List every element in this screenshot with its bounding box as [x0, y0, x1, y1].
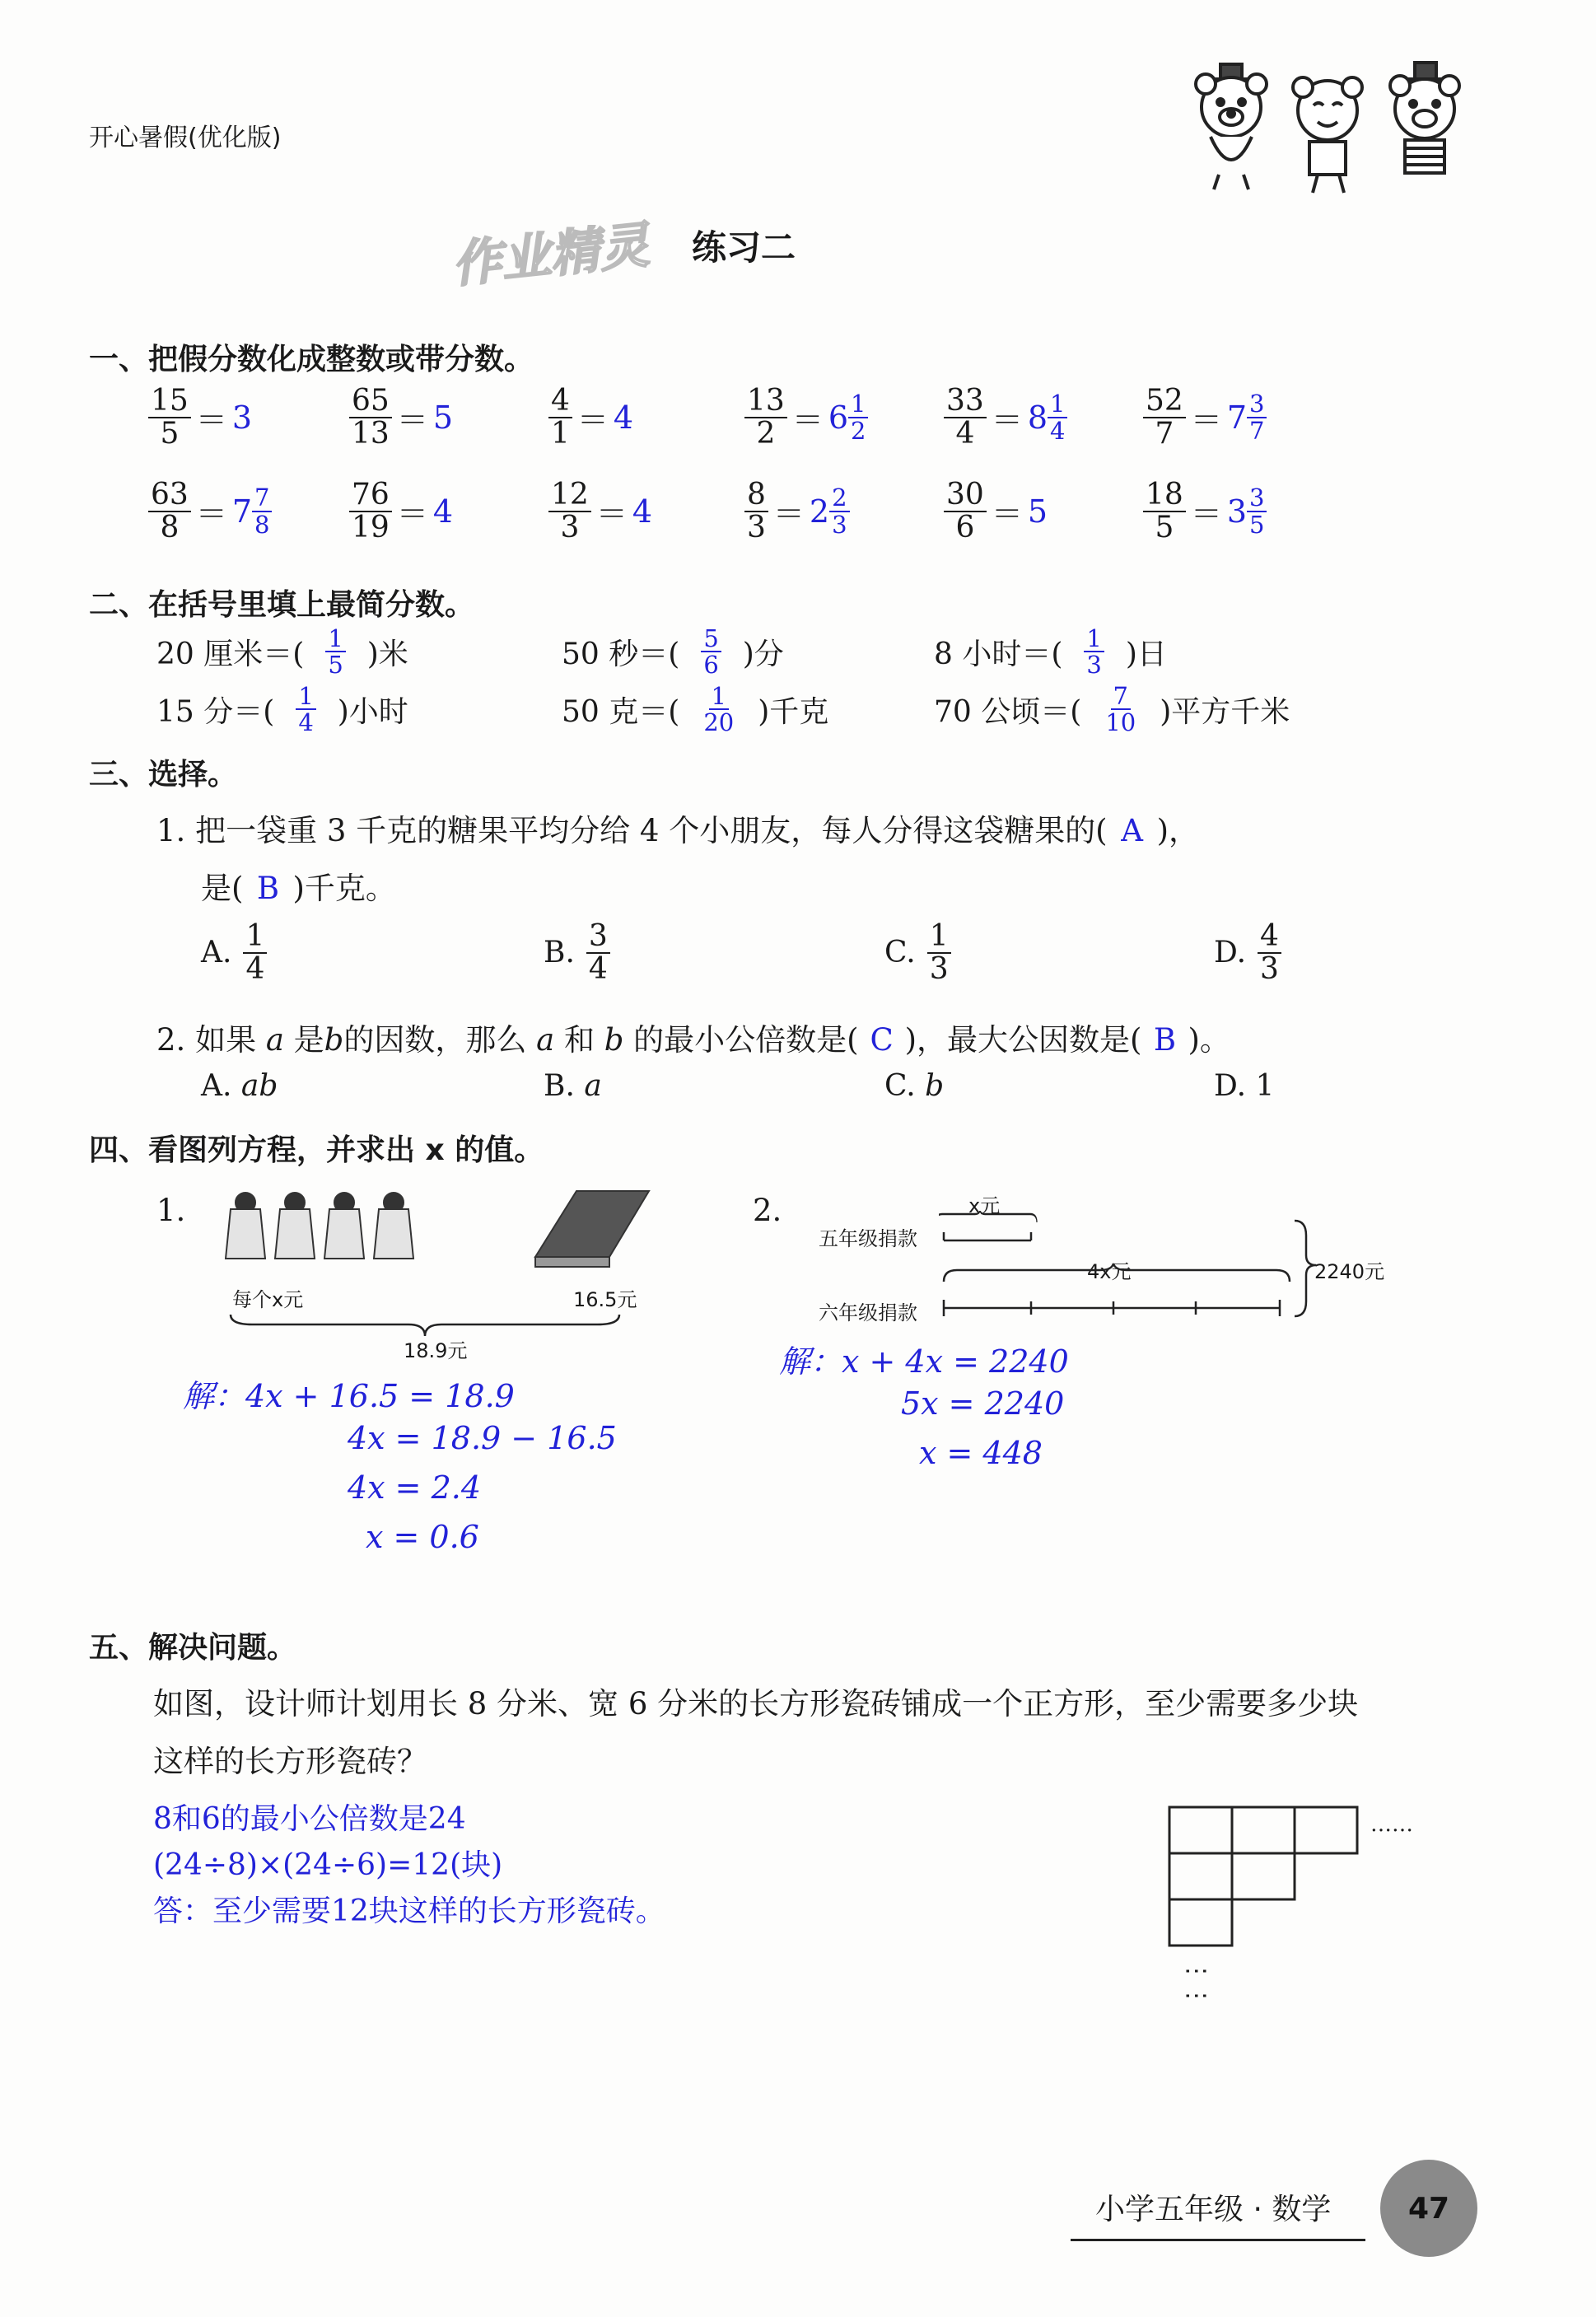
bear-mascots-illustration [1186, 59, 1474, 199]
improper-fraction-item [944, 385, 1067, 450]
equals-sign: ＝ [1190, 402, 1222, 439]
improper-fraction [148, 385, 191, 450]
equals-sign: ＝ [195, 496, 227, 533]
watermark: 作业精灵 [449, 216, 652, 295]
fraction-numerator: 4 [548, 385, 572, 418]
fraction-numerator: 1 [1048, 391, 1067, 418]
q2-option [201, 1069, 278, 1103]
improper-fraction [944, 479, 987, 544]
fraction-numerator: 52 [1143, 385, 1186, 418]
p2-brace-total [1295, 1221, 1316, 1316]
p1-solution-3: 4x = 2.4 [348, 1469, 482, 1506]
q2-var-b2: b [604, 1022, 624, 1058]
p2-solution-3: x = 448 [919, 1435, 1043, 1471]
fraction-denominator: 6 [955, 510, 975, 544]
page-title: 练习二 [692, 227, 796, 268]
fraction-numerator: 4 [1258, 921, 1281, 954]
bear-mascot-middle [1293, 77, 1362, 193]
fraction-numerator: 5 [701, 626, 721, 652]
fraction-numerator: 30 [944, 479, 987, 512]
option-label: A. [201, 1069, 241, 1103]
problem-line2: 这样的长方形瓷砖？ [153, 1744, 427, 1779]
improper-fraction-item [548, 479, 652, 544]
fraction-denominator: 3 [1086, 651, 1102, 680]
fraction-denominator: 2 [851, 416, 866, 445]
fraction-numerator: 1 [709, 684, 729, 710]
answer-integer: 4 [432, 493, 454, 530]
q1-text-b: )， [1156, 813, 1200, 848]
answer-mixed-number [1028, 391, 1068, 443]
improper-fraction-item [944, 479, 1048, 544]
answer-whole-part: 2 [809, 493, 830, 530]
option-label: A. [201, 936, 232, 970]
answer-fraction [1103, 684, 1138, 736]
answer-line3: 答：至少需要12块这样的长方形瓷砖。 [153, 1894, 665, 1928]
conversion-prefix: 50 秒＝( [562, 637, 680, 671]
improper-fraction-item [548, 385, 633, 450]
tile-dots-vertical [1182, 1959, 1211, 2008]
q2-var-a2: a [536, 1022, 555, 1058]
fraction-numerator: 8 [744, 479, 768, 512]
answer-integer: 4 [613, 399, 634, 436]
unit-conversion-item [562, 684, 828, 736]
fraction-denominator: 4 [588, 951, 608, 986]
fraction-numerator: 2 [829, 485, 849, 512]
q2-answer-1: C [870, 1022, 894, 1058]
fraction-numerator: 1 [1084, 626, 1104, 652]
answer-fraction [1084, 626, 1104, 678]
fraction-denominator: 6 [703, 651, 719, 680]
option-fraction [243, 921, 267, 985]
unit-conversion-item [562, 626, 784, 678]
option-fraction [586, 921, 610, 985]
fraction-numerator: 1 [848, 391, 868, 418]
q1-line1 [156, 806, 1199, 850]
fraction-denominator: 3 [832, 510, 847, 539]
fraction-numerator: 76 [349, 479, 392, 512]
fraction-numerator: 7 [252, 485, 272, 512]
section2-title: 二、在括号里填上最简分数。 [89, 588, 475, 622]
fraction-denominator: 13 [352, 416, 390, 451]
answer-whole-part: 6 [828, 399, 849, 436]
improper-fraction [148, 479, 191, 544]
answer-whole-part: 8 [1027, 399, 1048, 436]
q1-option [1214, 921, 1281, 985]
p1-label-book: 16.5元 [573, 1288, 637, 1311]
p1-solution-2: 4x = 18.9 − 16.5 [348, 1420, 617, 1456]
p1-label-total: 18.9元 [404, 1339, 468, 1362]
answer-fraction [296, 684, 315, 736]
option-value: 1 [1255, 1069, 1275, 1103]
equals-sign: ＝ [791, 402, 824, 439]
q2-option [1214, 1069, 1274, 1103]
fraction-denominator: 3 [560, 510, 580, 544]
tile-dots-vertical-1: ⋮ [1182, 1959, 1211, 1983]
conversion-suffix: )小时 [337, 694, 408, 729]
fraction-numerator: 1 [927, 921, 951, 954]
equals-sign: ＝ [772, 496, 805, 533]
p2-brace-x [939, 1211, 1037, 1222]
option-label: B. [544, 936, 575, 970]
p1-solution-1: 解：4x + 16.5 = 18.9 [183, 1378, 515, 1414]
q2-text-b: 是 [293, 1022, 324, 1058]
p2-number: 2. [753, 1193, 782, 1228]
answer-integer: 3 [231, 399, 253, 436]
fraction-denominator: 7 [1155, 416, 1174, 451]
p1-number: 1. [156, 1193, 186, 1228]
improper-fraction [349, 479, 392, 544]
improper-fraction-item [148, 479, 272, 544]
q1-text-c: 是( [201, 871, 244, 906]
page-number: 47 [1380, 2160, 1477, 2257]
equals-sign: ＝ [991, 496, 1023, 533]
fraction-numerator: 1 [243, 921, 267, 954]
section4-title: 四、看图列方程，并求出 x 的值。 [89, 1133, 544, 1167]
p1-solution-4: x = 0.6 [366, 1519, 479, 1555]
fraction-denominator: 7 [1249, 416, 1265, 445]
p2-bar-grade6 [944, 1300, 1280, 1316]
conversion-prefix: 20 厘米＝( [156, 637, 305, 671]
fraction-numerator: 65 [349, 385, 392, 418]
book-title: 开心暑假(优化版) [89, 124, 282, 152]
fraction-denominator: 8 [254, 510, 270, 539]
unit-conversion-item [934, 684, 1290, 736]
fraction-denominator: 3 [1260, 951, 1279, 986]
answer-integer: 4 [632, 493, 653, 530]
improper-fraction [1143, 385, 1186, 450]
p2-solution-2: 5x = 2240 [901, 1385, 1065, 1422]
fraction-numerator: 15 [148, 385, 191, 418]
option-value: ab [240, 1069, 278, 1103]
conversion-prefix: 70 公顷＝( [934, 694, 1082, 729]
p2-label-4x: 4x元 [1087, 1260, 1132, 1283]
option-fraction [1258, 921, 1281, 985]
answer-mixed-number [232, 485, 273, 537]
fraction-numerator: 13 [744, 385, 787, 418]
tile-dots-vertical-2: ⋮ [1182, 1983, 1211, 2008]
conversion-suffix: )千克 [758, 694, 829, 729]
q1-answer-2: B [256, 871, 280, 906]
footer-subject: 小学五年级 · 数学 [1095, 2193, 1332, 2226]
q2-var-a: a [265, 1022, 284, 1058]
fraction-denominator: 5 [1249, 510, 1265, 539]
q2-text-a: 2. 如果 [156, 1022, 257, 1058]
improper-fraction [1143, 479, 1186, 544]
fraction-numerator: 3 [586, 921, 610, 954]
shuttlecock-icon [275, 1193, 315, 1259]
q2-text-c: 的因数，那么 [343, 1022, 527, 1058]
fraction-numerator: 63 [148, 479, 191, 512]
equals-sign: ＝ [195, 402, 227, 439]
improper-fraction-item [349, 385, 453, 450]
conversion-prefix: 50 克＝( [562, 694, 680, 729]
answer-integer: 5 [432, 399, 454, 436]
answer-fraction-part [252, 485, 272, 537]
equals-sign: ＝ [396, 402, 428, 439]
fraction-denominator: 2 [756, 416, 776, 451]
equals-sign: ＝ [1190, 496, 1222, 533]
answer-fraction-part [848, 391, 868, 443]
footer-rule [1071, 2239, 1365, 2241]
answer-mixed-number [828, 391, 869, 443]
improper-fraction [548, 479, 591, 544]
shuttlecock-icon [374, 1193, 413, 1259]
answer-fraction [701, 626, 721, 678]
improper-fraction [744, 385, 787, 450]
fraction-numerator: 3 [1247, 485, 1267, 512]
option-label: D. [1214, 936, 1247, 970]
q2-option [544, 1069, 602, 1103]
tile-grid-diagram [1166, 1804, 1364, 1952]
q2-text-d: 和 [563, 1022, 595, 1058]
answer-integer: 5 [1027, 493, 1048, 530]
bear-mascot-right [1390, 63, 1459, 173]
improper-fraction-item [744, 385, 868, 450]
tile-dots-horizontal: …… [1370, 1812, 1413, 1837]
p2-bar-diagram [939, 1211, 1318, 1326]
fraction-denominator: 5 [328, 651, 343, 680]
fraction-denominator: 4 [1050, 416, 1066, 445]
fraction-numerator: 18 [1143, 479, 1186, 512]
shuttlecock-icon [226, 1193, 265, 1259]
conversion-prefix: 8 小时＝( [934, 637, 1063, 671]
q1-option [884, 921, 951, 985]
fraction-denominator: 10 [1105, 708, 1136, 737]
p2-label-total: 2240元 [1314, 1260, 1385, 1283]
q2-option [884, 1069, 944, 1103]
equals-sign: ＝ [991, 402, 1023, 439]
q2-line [156, 1015, 1230, 1059]
conversion-suffix: )分 [742, 637, 784, 671]
p1-label-each: 每个x元 [232, 1288, 304, 1311]
unit-conversion-item [934, 626, 1167, 678]
answer-mixed-number [810, 485, 850, 537]
option-label: B. [544, 1069, 585, 1103]
improper-fraction-item [1143, 479, 1267, 544]
fraction-denominator: 4 [955, 416, 975, 451]
fraction-denominator: 4 [298, 708, 314, 737]
option-label: D. [1214, 1069, 1256, 1103]
p2-bar-grade5 [944, 1232, 1031, 1240]
improper-fraction [744, 479, 768, 544]
p1-illustration [222, 1184, 651, 1275]
bear-mascot-left [1196, 64, 1267, 189]
conversion-suffix: )日 [1125, 637, 1167, 671]
fraction-denominator: 3 [747, 510, 766, 544]
fraction-denominator: 20 [703, 708, 735, 737]
answer-fraction-part [1048, 391, 1067, 443]
answer-fraction [325, 626, 345, 678]
section3-title: 三、选择。 [89, 758, 238, 792]
answer-fraction-part [1247, 485, 1267, 537]
conversion-suffix: )平方千米 [1160, 694, 1290, 729]
section5-title: 五、解决问题。 [89, 1631, 297, 1665]
p2-brace-4x [944, 1264, 1290, 1282]
q1-text-d: )千克。 [292, 871, 396, 906]
p2-label-grade5: 五年级捐款 [819, 1227, 917, 1250]
section1-title: 一、把假分数化成整数或带分数。 [89, 343, 534, 376]
answer-whole-part: 3 [1226, 493, 1248, 530]
p2-label-grade6: 六年级捐款 [819, 1301, 917, 1324]
q1-option [544, 921, 610, 985]
p2-solution-1: 解：x + 4x = 2240 [779, 1343, 1069, 1380]
q2-answer-2: B [1153, 1022, 1177, 1058]
q1-line2 [201, 863, 396, 908]
q1-text-a: 1. 把一袋重 3 千克的糖果平均分给 4 个小朋友，每人分得这袋糖果的( [156, 813, 1108, 848]
improper-fraction [548, 385, 572, 450]
equals-sign: ＝ [396, 496, 428, 533]
q2-text-g: )。 [1188, 1022, 1230, 1058]
problem-line1: 如图，设计师计划用长 8 分米、宽 6 分米的长方形瓷砖铺成一个正方形，至少需要多少块 [153, 1686, 1359, 1721]
fraction-numerator: 12 [548, 479, 591, 512]
unit-conversion-item [156, 684, 408, 736]
improper-fraction-item [744, 479, 850, 544]
answer-fraction-part [829, 485, 849, 537]
answer-whole-part: 7 [231, 493, 253, 530]
fraction-numerator: 33 [944, 385, 987, 418]
improper-fraction-item [148, 385, 252, 450]
fraction-denominator: 8 [160, 510, 180, 544]
fraction-numerator: 1 [325, 626, 345, 652]
p2-label-x: x元 [968, 1194, 1001, 1217]
improper-fraction [349, 385, 392, 450]
q1-option [201, 921, 267, 985]
fraction-numerator: 3 [1247, 391, 1267, 418]
fraction-denominator: 5 [1155, 510, 1174, 544]
answer-fraction [701, 684, 736, 736]
q2-text-f: )，最大公因数是( [904, 1022, 1142, 1058]
fraction-numerator: 7 [1111, 684, 1131, 710]
option-label: C. [884, 1069, 926, 1103]
fraction-denominator: 4 [245, 951, 265, 986]
answer-mixed-number [1227, 485, 1267, 537]
option-fraction [927, 921, 951, 985]
fraction-numerator: 1 [296, 684, 315, 710]
conversion-suffix: )米 [366, 637, 408, 671]
fraction-denominator: 5 [160, 416, 180, 451]
q2-var-b: b [324, 1022, 344, 1058]
improper-fraction-item [1143, 385, 1267, 450]
option-value: b [925, 1069, 945, 1103]
fraction-denominator: 1 [551, 416, 570, 451]
conversion-prefix: 15 分＝( [156, 694, 275, 729]
fraction-denominator: 19 [352, 510, 390, 544]
answer-mixed-number [1227, 391, 1267, 443]
fraction-denominator: 3 [929, 951, 949, 986]
equals-sign: ＝ [576, 402, 609, 439]
equals-sign: ＝ [595, 496, 628, 533]
answer-line1: 8和6的最小公倍数是24 [153, 1802, 466, 1836]
answer-line2: (24÷8)×(24÷6)=12(块) [153, 1848, 503, 1882]
q1-answer-1: A [1121, 813, 1143, 848]
answer-whole-part: 7 [1226, 399, 1248, 436]
unit-conversion-item [156, 626, 408, 678]
option-label: C. [884, 936, 916, 970]
shuttlecock-icon [324, 1193, 364, 1259]
improper-fraction-item [349, 479, 453, 544]
option-value: a [584, 1069, 602, 1103]
book-icon [535, 1191, 649, 1267]
answer-fraction-part [1247, 391, 1267, 443]
improper-fraction [944, 385, 987, 450]
q2-text-e: 的最小公倍数是( [633, 1022, 859, 1058]
